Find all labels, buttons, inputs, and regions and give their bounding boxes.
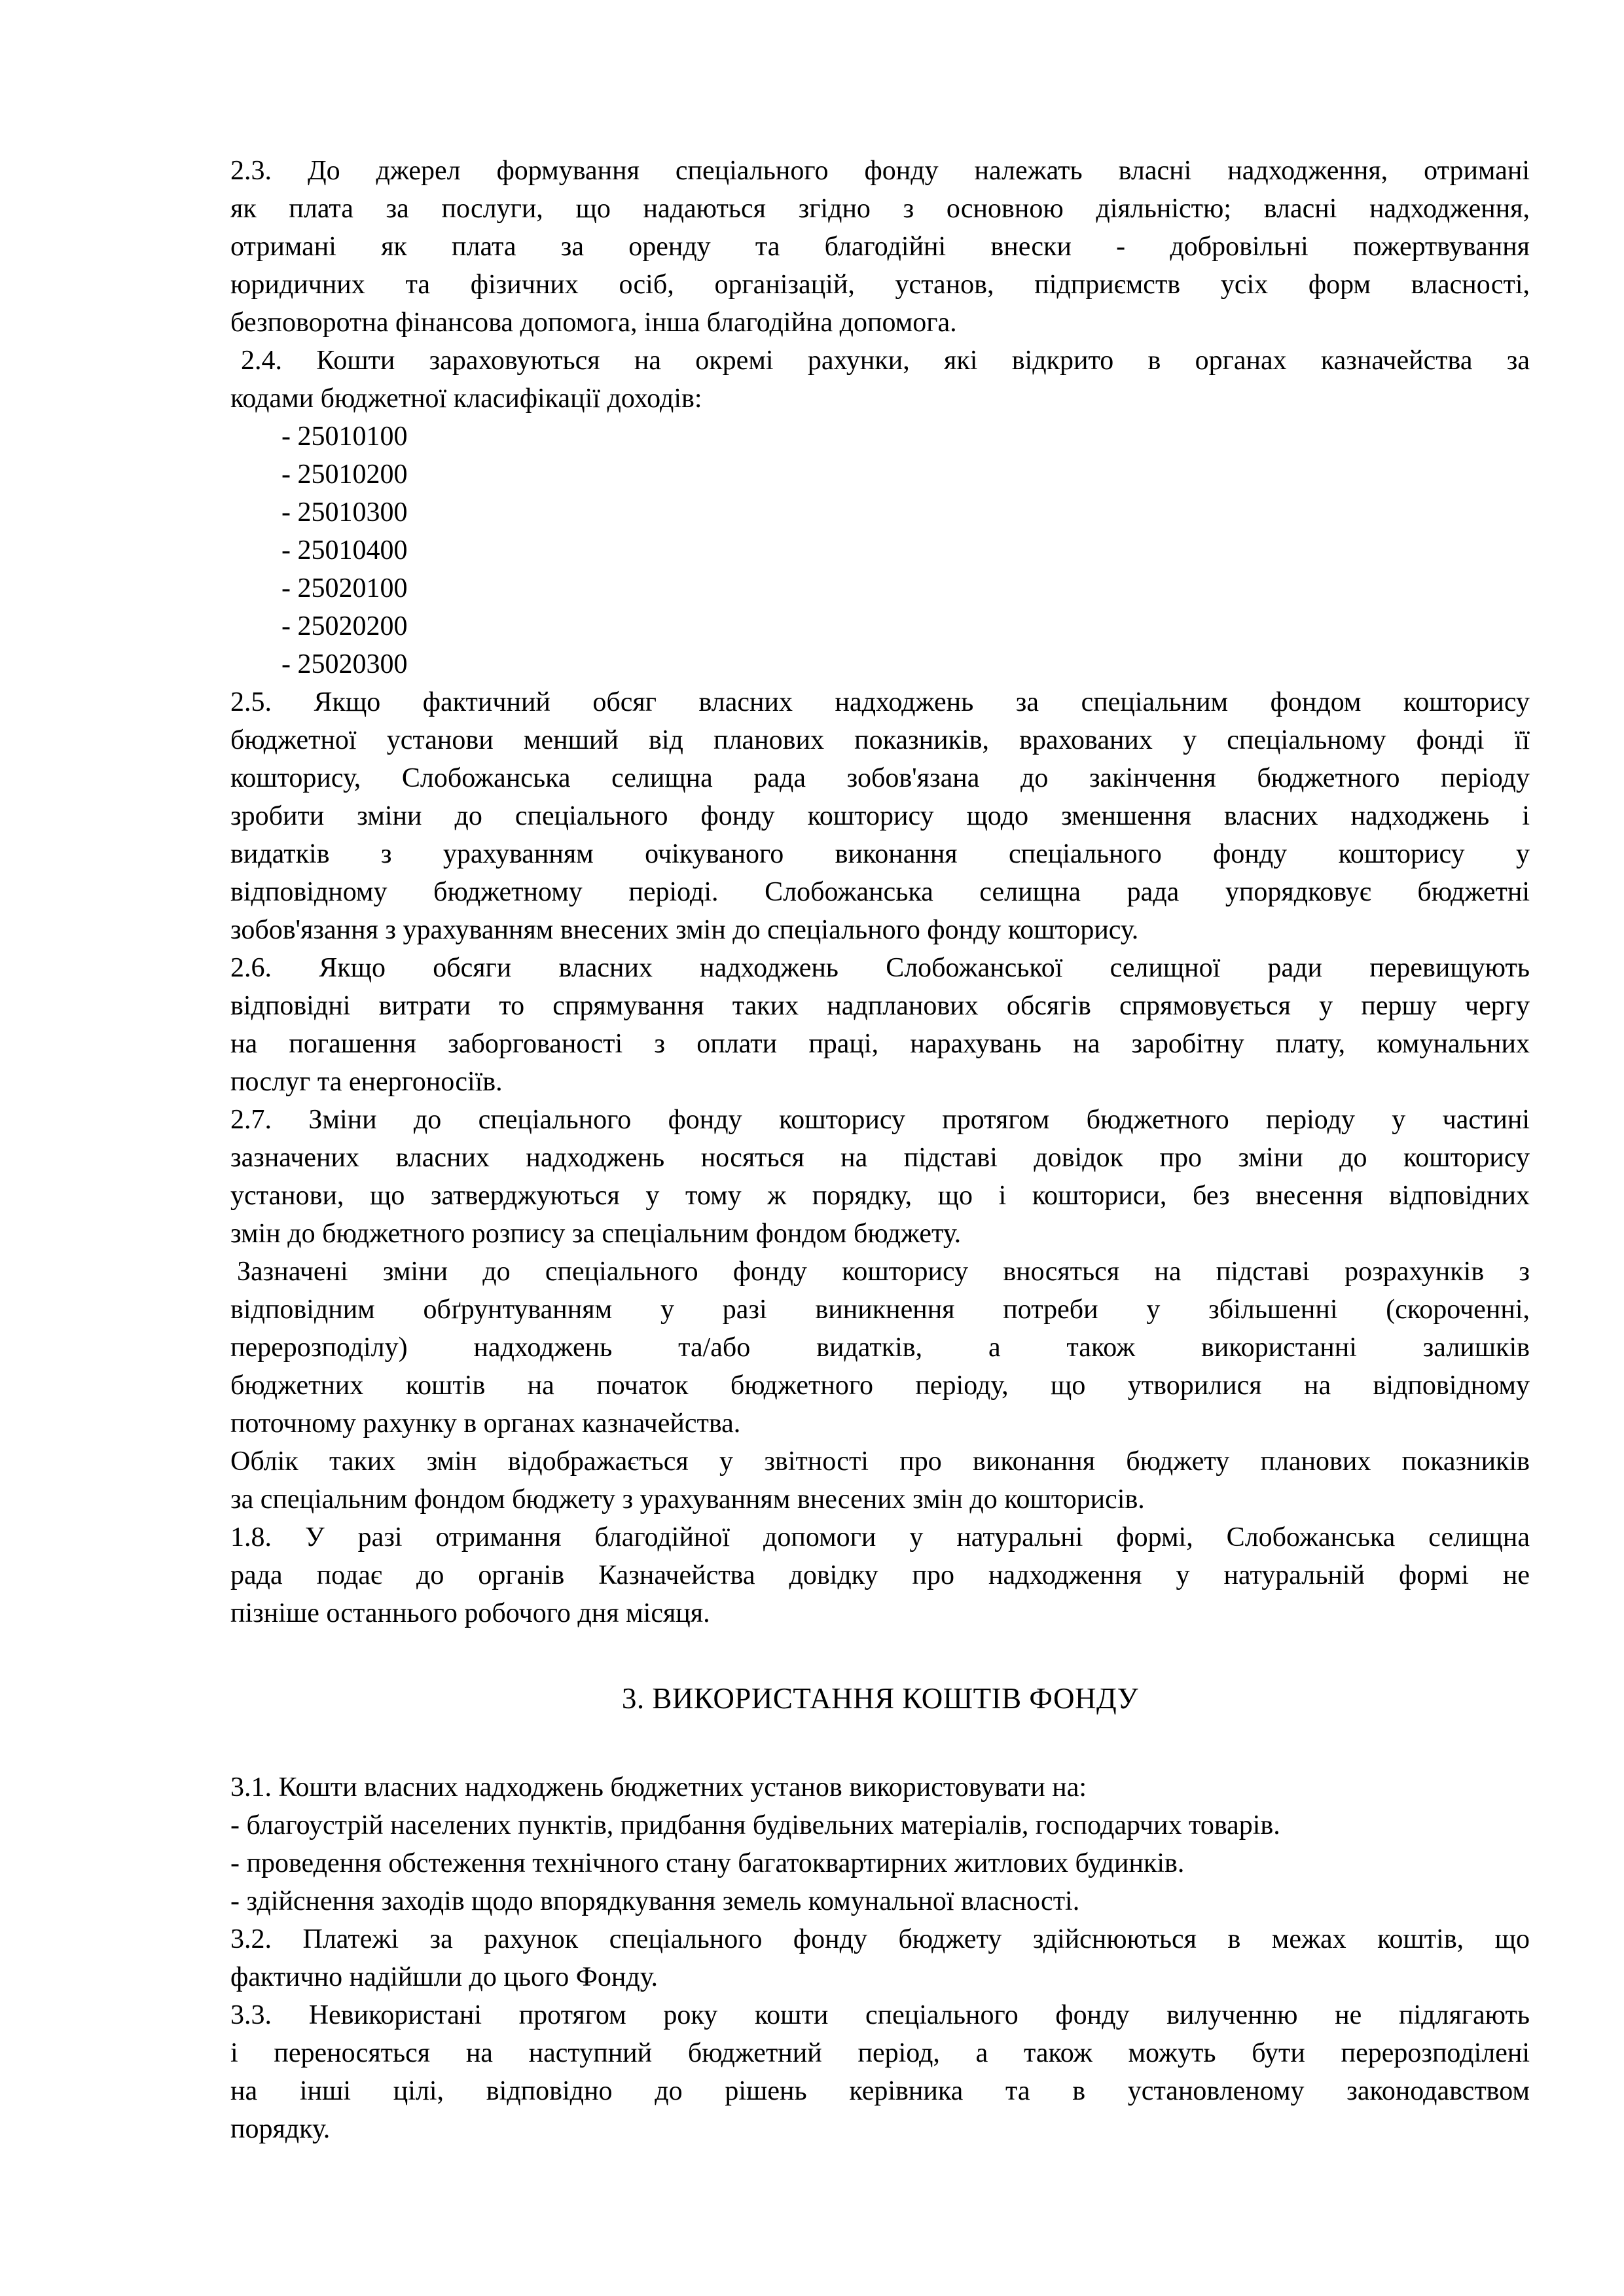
paragraph-3-3 [230,1996,1530,2148]
text-line: безповоротна фінансова допомога, інша благодійна допомога. [230,308,957,338]
paragraph-accounting-changes [230,1443,1530,1518]
text-line: зробити зміни до спеціального фонду кошторису щодо зменшення власних надходжень і [230,801,1530,831]
text-line: 2.5. Якщо фактичний обсяг власних надходжень за спеціальним фондом кошторису [230,687,1530,717]
budget-codes-list [230,418,1530,683]
text-line: бюджетних коштів на початок бюджетного періоду, що утворилися на відповідному [230,1371,1530,1401]
text-line: кодами бюджетної класифікації доходів: [230,384,702,414]
section-3-heading: 3. ВИКОРИСТАННЯ КОШТІВ ФОНДУ [621,1682,1139,1715]
text-line: зобов'язання з урахуванням внесених змін до спеціального фонду кошторису. [230,915,1139,945]
text-line: відповідним обґрунтуванням у разі виникнення потреби у збільшенні (скороченні, [230,1295,1530,1325]
text-line: послуг та енергоносіїв. [230,1067,503,1097]
paragraph-2-5 [230,683,1530,949]
budget-code-item: - 25020300 [281,649,408,679]
budget-code-item: - 25010100 [281,422,408,452]
budget-code-item: - 25010300 [281,497,408,528]
text-line: пізніше останнього робочого дня місяця. [230,1598,710,1628]
text-line: видатків з урахуванням очікуваного виконання спеціального фонду кошторису у [230,839,1530,869]
document-body [230,152,1530,2148]
text-line: установи, що затверджуються у тому ж порядку, що і кошториси, без внесення відповідних [230,1181,1530,1211]
budget-code-item: - 25020200 [281,611,408,641]
paragraph-2-3 [230,152,1530,342]
text-line: відповідні витрати то спрямування таких надпланових обсягів спрямовується у першу чергу [230,991,1530,1021]
text-line: рада подає до органів Казначейства довідку про надходження у натуральній формі не [230,1560,1530,1590]
text-line: бюджетної установи менший від планових показників, врахованих у спеціальному фонді її [230,725,1530,755]
paragraph-3-2 [230,1920,1530,1996]
text-line: і переносяться на наступний бюджетний період, а також можуть бути перерозподілені [230,2038,1530,2068]
text-line: порядку. [230,2114,331,2144]
text-line: 2.7. Зміни до спеціального фонду кошторису протягом бюджетного періоду у частині [230,1105,1530,1135]
text-line: на погашення заборгованості з оплати праці, нарахувань на заробітну плату, комунальних [230,1029,1530,1059]
text-line: на інші цілі, відповідно до рішень керівника та в установленому законодавством [230,2076,1530,2106]
paragraph-2-7 [230,1101,1530,1253]
text-line: поточному рахунку в органах казначейства. [230,1408,741,1439]
bullet-item: - проведення обстеження технічного стану багатоквартирних житлових будинків. [230,1848,1185,1878]
text-line: 3.3. Невикористані протягом року кошти спеціального фонду вилученню не підлягають [230,2000,1530,2030]
paragraph-specified-changes [230,1253,1530,1443]
paragraph-2-4 [230,342,1530,418]
bullet-item: - благоустрій населених пунктів, придбання будівельних матеріалів, господарчих товарів. [230,1810,1280,1840]
text-line: перерозподілу) надходжень та/або видатків, а також використанні залишків [230,1333,1530,1363]
text-line: 2.6. Якщо обсяги власних надходжень Слобожанської селищної ради перевищують [230,953,1530,983]
text-line: юридичних та фізичних осіб, організацій, установ, підприємств усіх форм власності, [230,270,1530,300]
text-line: змін до бюджетного розпису за спеціальним фондом бюджету. [230,1219,962,1249]
text-line: 3.2. Платежі за рахунок спеціального фонду бюджету здійснюються в межах коштів, що [230,1924,1530,1954]
text-line: фактично надійшли до цього Фонду. [230,1962,659,1992]
text-line: за спеціальним фондом бюджету з урахуванням внесених змін до кошторисів. [230,1484,1145,1515]
usage-bullets-list [230,1806,1530,1920]
text-line: Зазначені зміни до спеціального фонду кошторису вносяться на підставі розрахунків з [237,1257,1530,1287]
budget-code-item: - 25010400 [281,535,408,565]
text-line: 1.8. У разі отримання благодійної допомоги у натуральні формі, Слобожанська селищна [230,1522,1530,1552]
text-line: Облік таких змін відображається у звітності про виконання бюджету планових показників [230,1446,1530,1477]
paragraph-1-8 [230,1518,1530,1632]
text-line: 2.3. До джерел формування спеціального фонду належать власні надходження, отримані [230,156,1530,186]
text-line: отримані як плата за оренду та благодійні внески - добровільні пожертвування [230,232,1530,262]
text-line: відповідному бюджетному періоді. Слобожанська селищна рада упорядковує бюджетні [230,877,1530,907]
text-line: 3.1. Кошти власних надходжень бюджетних установ використовувати на: [230,1772,1087,1803]
text-line: 2.4. Кошти зараховуються на окремі рахунки, які відкрито в органах казначейства за [241,346,1530,376]
bullet-item: - здійснення заходів щодо впорядкування земель комунальної власності. [230,1886,1080,1916]
text-line: як плата за послуги, що надаються згідно з основною діяльністю; власні надходження, [230,194,1530,224]
text-line: зазначених власних надходжень носяться на підставі довідок про зміни до кошторису [230,1143,1530,1173]
paragraph-2-6 [230,949,1530,1101]
paragraph-3-1 [230,1768,1530,1806]
budget-code-item: - 25020100 [281,573,408,603]
budget-code-item: - 25010200 [281,459,408,490]
text-line: кошторису, Слобожанська селищна рада зобов'язана до закінчення бюджетного періоду [230,763,1530,793]
